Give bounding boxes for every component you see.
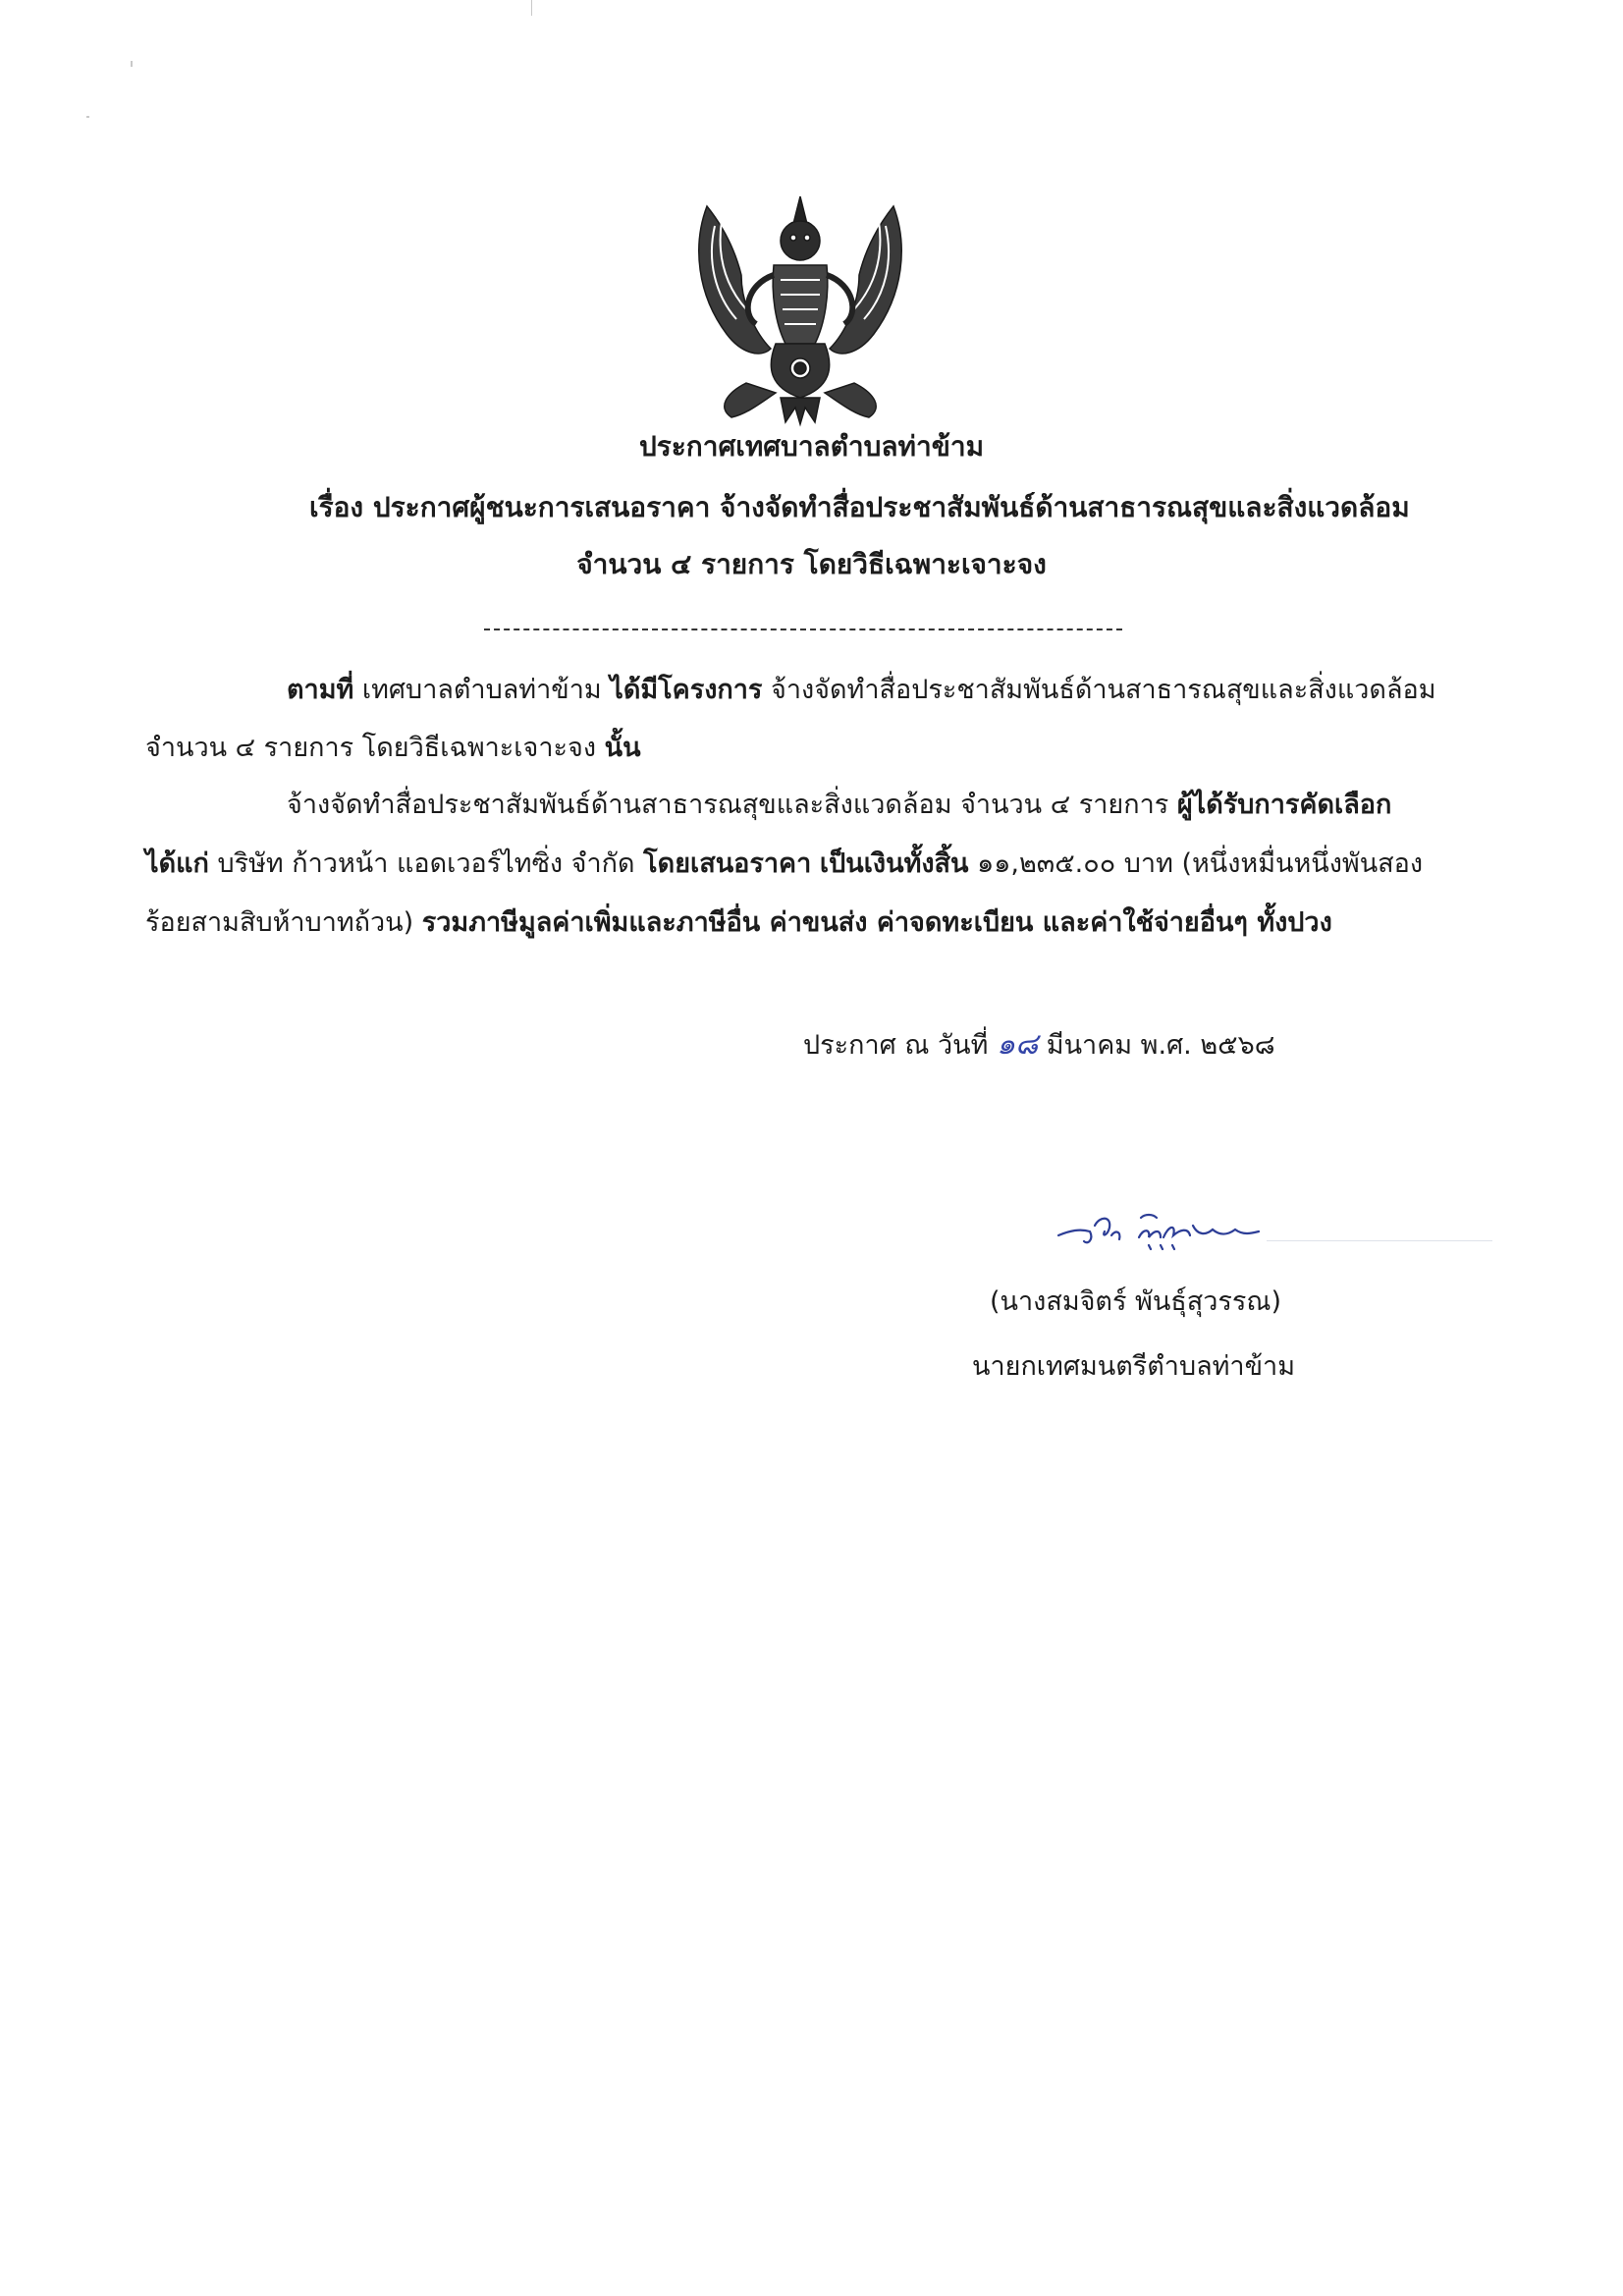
keyword: รวมภาษีมูลค่าเพิ่มและภาษีอื่น ค่าขนส่ง ค่าจดทะเบียน และค่าใช้จ่ายอื่นๆ ทั้งปวง [421,907,1332,938]
keyword: เป็นเงินทั้งสิ้น [819,848,969,879]
garuda-emblem-icon [687,187,913,427]
date-month-year: มีนาคม พ.ศ. ๒๕๖๘ [1046,1030,1275,1061]
subject-bold: ประกาศผู้ชนะการเสนอราคา [372,491,711,523]
signer-name: (นางสมจิตร์ พันธุ์สุวรรณ) [990,1286,1282,1317]
date-prefix: ประกาศ ณ วันที่ [803,1030,989,1061]
keyword: ได้แก่ [145,848,209,879]
text: เทศบาลตำบลท่าข้าม [361,675,602,705]
text: จ้างจัดทำสื่อประชาสัมพันธ์ด้านสาธารณสุขและสิ่งแวดล้อม [771,675,1436,705]
paragraph-1-line-2 [145,729,641,768]
paragraph-2-line-3 [145,903,1332,943]
keyword: โดยเสนอราคา [643,848,812,879]
vendor-name: บริษัท ก้าวหน้า แอดเวอร์ไทซิ่ง จำกัด [217,848,635,879]
amount: ๑๑,๒๓๕.๐๐ บาท (หนึ่งหมื่นหนึ่งพันสอง [977,848,1424,879]
page-title: ประกาศเทศบาลตำบลท่าข้าม [638,430,985,463]
subject-line [309,488,1410,527]
keyword: นั้น [604,733,641,763]
date-day: ๑๘ [997,1027,1039,1062]
text: จำนวน ๔ รายการ โดยวิธีเฉพาะเจาะจง [145,733,597,763]
divider [484,629,1122,630]
subject-line-2: จำนวน ๔ รายการ โดยวิธีเฉพาะเจาะจง [576,548,1047,580]
subject-rest: จ้างจัดทำสื่อประชาสัมพันธ์ด้านสาธารณสุขและสิ่งแวดล้อม [720,491,1410,523]
paragraph-1-line-1 [287,671,1436,710]
scan-mark [131,61,133,67]
paragraph-2-line-2 [145,845,1423,884]
scan-mark [531,0,532,16]
scan-mark [86,116,89,118]
text: จ้างจัดทำสื่อประชาสัมพันธ์ด้านสาธารณสุขและสิ่งแวดล้อม จำนวน ๔ รายการ [287,790,1169,820]
subject-label: เรื่อง [309,491,364,523]
signer-position: นายกเทศมนตรีตำบลท่าข้าม [972,1351,1295,1382]
keyword: ได้มีโครงการ [610,675,763,705]
text: ร้อยสามสิบห้าบาทถ้วน) [145,907,414,938]
keyword: ผู้ได้รับการคัดเลือก [1176,790,1392,820]
paragraph-2-line-1 [287,786,1391,825]
announcement-date [803,1025,1275,1066]
signature-image [1051,1196,1267,1265]
signature-line [1267,1240,1492,1241]
keyword: ตามที่ [287,675,354,705]
